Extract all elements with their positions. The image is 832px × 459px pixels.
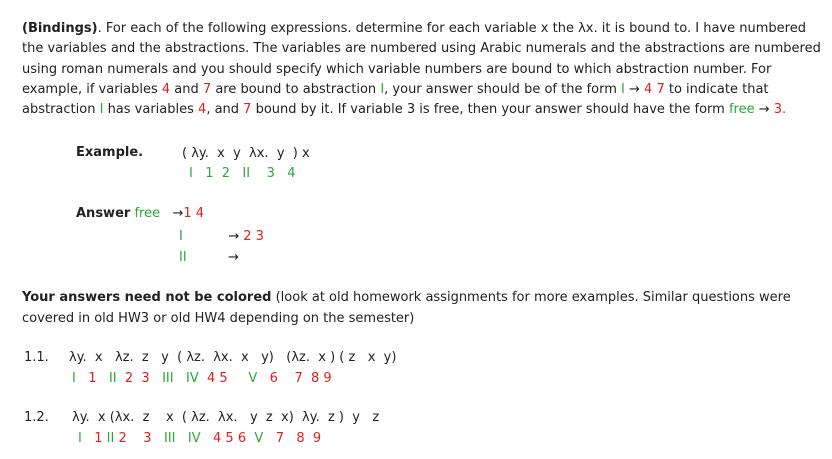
example-numbering: I 1 2 II 3 4 [189, 166, 296, 181]
answer-label: Answer [76, 206, 131, 221]
q2-label: 1.2. [24, 410, 49, 425]
arrow-icon: → [228, 250, 239, 265]
example-label: Example. [76, 145, 144, 160]
arrow-icon: → [172, 206, 184, 221]
q2-expression: λy. x (λx. z x ( λz. λx. y z x) λy. z ) y z [72, 410, 380, 425]
example-expression: ( λy. x y λx. y ) x [182, 146, 310, 161]
answer-row-I: I → 2 3 [179, 229, 264, 244]
q1-expression: λy. x λz. z y ( λz. λx. x y) (λz. x ) ( z x y) [69, 350, 397, 365]
q1-numbering: I 1 II 2 3 III IV 4 5 V 6 7 8 9 [72, 371, 332, 386]
q1-label: 1.1. [24, 350, 49, 365]
note-line-2: covered in old HW3 or old HW4 depending on the semester) [22, 311, 415, 326]
bindings-heading: (Bindings) [22, 21, 98, 36]
answer-row-II: II → [179, 250, 239, 265]
arrow-icon: → [629, 81, 640, 97]
note-line-1: Your answers need not be colored (look at old homework assignments for more examples. Similar questions were [22, 290, 791, 305]
answer-row-free: Answer free →1 4 [76, 206, 205, 221]
arrow-icon: → [758, 102, 770, 118]
arrow-icon: → [228, 229, 240, 244]
q2-numbering: I 1 II 2 3 III IV 4 5 6 V 7 8 9 [78, 431, 322, 446]
intro-paragraph: (Bindings). For each of the following expressions. determine for each variable x the λx. it is bound to. I have numbered the variables and the abstractions. The variables are numbered using Arabic numerals and the abstractions are numbered using roman numerals and you should specify which variable numbers are bound to which abstraction number. For example, if variables 4 and 7 are bound to abstraction I, your answer should be of the form I → 4 7 to indicate that abstraction I has variables 4, and 7 bound by it. If variable 3 is free, then your answer should have the form free → 3. [22, 21, 821, 118]
